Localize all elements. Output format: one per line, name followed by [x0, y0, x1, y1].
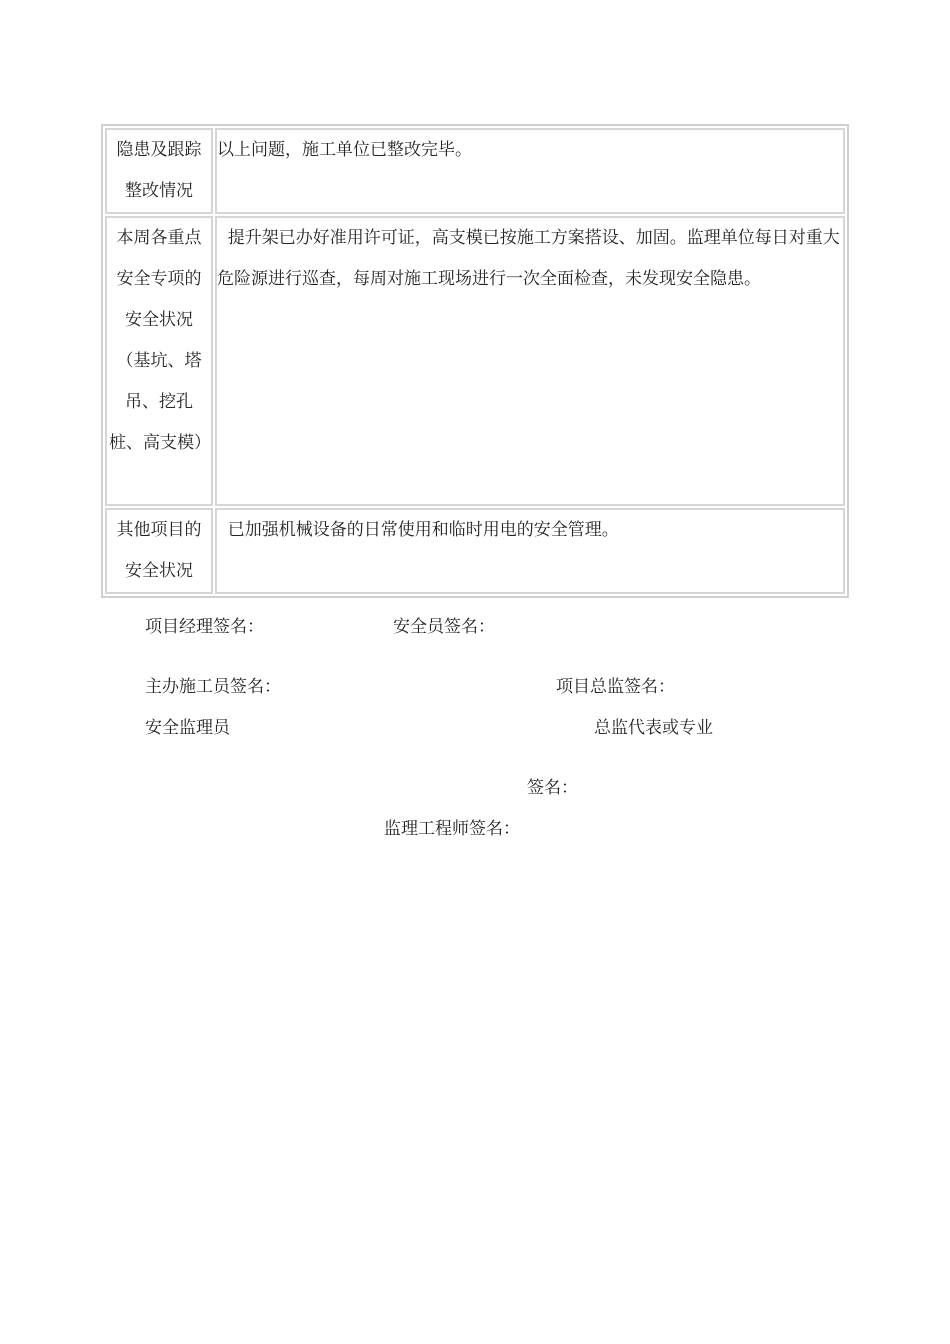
signature-label: 签名：: [527, 778, 578, 798]
safety-report-table: [101, 124, 849, 598]
project-manager-signature-label: 项目经理签名：: [145, 617, 264, 637]
safety-officer-signature-label: 安全员签名：: [393, 617, 495, 637]
table-row: [105, 128, 845, 214]
safety-supervisor-label: 安全监理员: [145, 718, 230, 738]
supervision-engineer-signature-label: 监理工程师签名：: [384, 819, 520, 839]
row-content-key-safety-items: 提升架已办好准用许可证，高支模已按施工方案搭设、加固。监理单位每日对重大危险源进行巡查，每周对施工现场进行一次全面检查，未发现安全隐患。: [215, 216, 845, 506]
row-label-other-items: 其他项目的安全状况: [105, 508, 213, 594]
chief-supervisor-signature-label: 项目总监签名：: [556, 677, 675, 697]
row-content-other-items: 已加强机械设备的日常使用和临时用电的安全管理。: [215, 508, 845, 594]
table-row: [105, 216, 845, 506]
supervisor-representative-label: 总监代表或专业: [594, 718, 713, 738]
row-label-hazard-tracking: 隐患及跟踪整改情况: [105, 128, 213, 214]
table-row: [105, 508, 845, 594]
construction-lead-signature-label: 主办施工员签名：: [145, 677, 281, 697]
row-content-hazard-tracking: 以上问题，施工单位已整改完毕。: [215, 128, 845, 214]
row-label-key-safety-items: 本周各重点安全专项的安全状况（基坑、塔吊、挖孔桩、高支模）: [105, 216, 213, 506]
